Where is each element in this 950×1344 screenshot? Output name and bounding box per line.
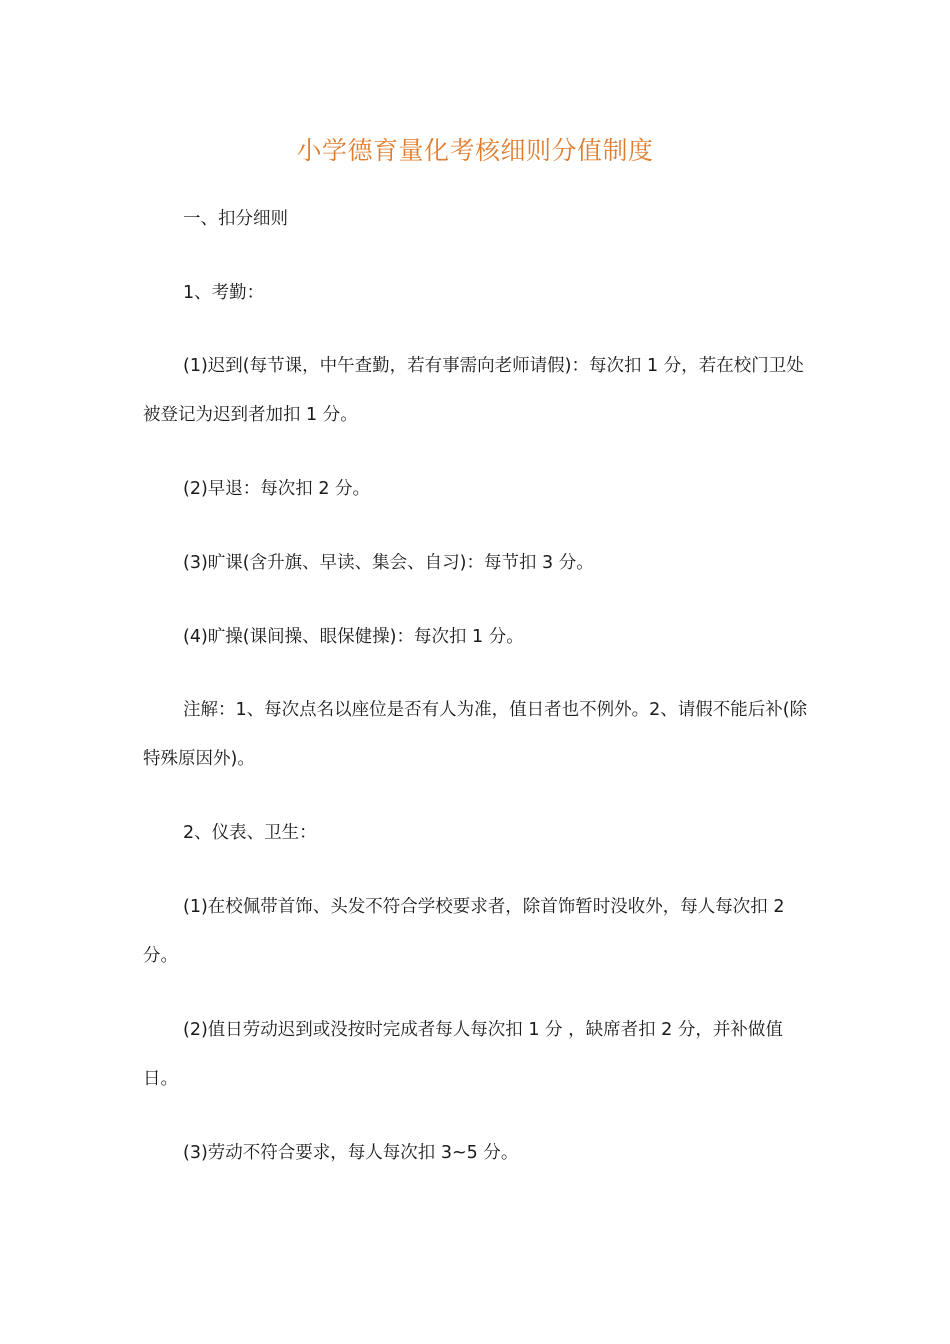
rule-late: (1)迟到(每节课，中午查勤，若有事需向老师请假)：每次扣 1 分，若在校门卫处被登记为迟到者加扣 1 分。 <box>143 356 804 425</box>
attendance-note: 注解：1、每次点名以座位是否有人为准，值日者也不例外。2、请假不能后补(除特殊原因外)。 <box>143 700 808 769</box>
rule-labor-quality: (3)劳动不符合要求，每人每次扣 3~5 分。 <box>183 1143 519 1163</box>
rule-skip-exercise: (4)旷操(课间操、眼保健操)：每次扣 1 分。 <box>183 627 524 647</box>
subsection-heading-attendance: 1、考勤： <box>183 283 265 303</box>
document-title: 小学德育量化考核细则分值制度 <box>296 136 654 165</box>
rule-jewelry-hair: (1)在校佩带首饰、头发不符合学校要求者，除首饰暂时没收外，每人每次扣 2 分。 <box>143 897 785 966</box>
rule-early-leave: (2)早退：每次扣 2 分。 <box>183 479 371 499</box>
rule-duty-labor: (2)值日劳动迟到或没按时完成者每人每次扣 1 分 ，缺席者扣 2 分，并补做值日。 <box>143 1020 783 1089</box>
rule-truancy: (3)旷课(含升旗、早读、集会、自习)：每节扣 3 分。 <box>183 553 594 573</box>
subsection-heading-appearance-hygiene: 2、仪表、卫生： <box>183 823 317 843</box>
section-heading-deductions: 一、扣分细则 <box>183 209 288 229</box>
